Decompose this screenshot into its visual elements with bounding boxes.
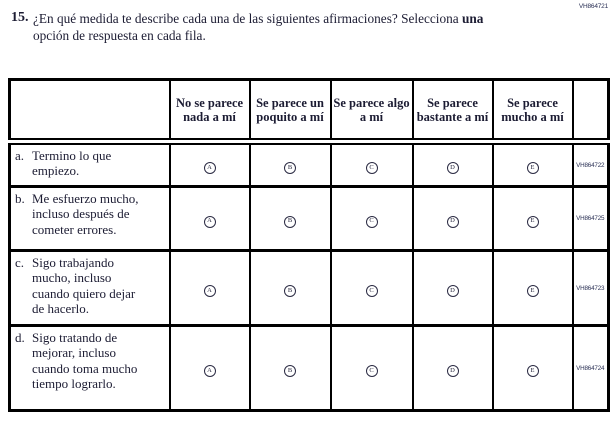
option-cell [493, 187, 573, 251]
row-label-header-cell [10, 80, 170, 142]
option-cell [170, 187, 250, 251]
option-cell [493, 326, 573, 411]
option-cell [331, 142, 413, 187]
option-cell [331, 251, 413, 326]
statement-text: Termino lo que empiezo. [32, 148, 112, 179]
option-cell [170, 326, 250, 411]
statement-text: Me esfuerzo mucho, incluso después de cometer errores. [32, 191, 139, 237]
row-c-option-E-bubble[interactable]: E [527, 285, 539, 297]
column-header-very-much: Se parece mucho a mí [493, 80, 573, 142]
row-b-option-C-bubble[interactable]: C [366, 216, 378, 228]
row-c-option-D-bubble[interactable]: D [447, 285, 459, 297]
question-text-line1: ¿En qué medida te describe cada una de las siguientes afirmaciones? Selecciona [33, 11, 459, 26]
code-column-header-cell [573, 80, 609, 142]
header-row [10, 80, 609, 142]
option-cell [250, 142, 331, 187]
row-c-option-B-bubble[interactable]: B [284, 285, 296, 297]
option-cell [413, 326, 493, 411]
form-code: VH864721 [578, 3, 608, 10]
table-row-d [10, 326, 609, 411]
table-row-c [10, 251, 609, 326]
column-header-not-at-all: No se parece nada a mí [170, 80, 250, 142]
option-cell [493, 251, 573, 326]
row-d-option-C-bubble[interactable]: C [366, 365, 378, 377]
row-letter: c. [15, 255, 25, 270]
row-d-option-E-bubble[interactable]: E [527, 365, 539, 377]
item-code: VH864724 [573, 326, 609, 411]
row-b-option-E-bubble[interactable]: E [527, 216, 539, 228]
row-b-option-D-bubble[interactable]: D [447, 216, 459, 228]
statement-cell-c [10, 251, 170, 326]
row-a-option-E-bubble[interactable]: E [527, 162, 539, 174]
item-code: VH864722 [573, 142, 609, 187]
row-b-option-B-bubble[interactable]: B [284, 216, 296, 228]
table-row-a [10, 142, 609, 187]
item-code: VH864723 [573, 251, 609, 326]
column-header-a-little: Se parece un poquito a mí [250, 80, 331, 142]
row-a-option-D-bubble[interactable]: D [447, 162, 459, 174]
option-cell [250, 326, 331, 411]
row-b-option-A-bubble[interactable]: A [204, 216, 216, 228]
statement-text: Sigo trabajando mucho, incluso cuando quiero dejar de hacerlo. [32, 255, 136, 316]
option-cell [493, 142, 573, 187]
question-block [11, 10, 553, 45]
row-letter: b. [15, 191, 25, 206]
option-cell [331, 187, 413, 251]
column-header-quite-a-bit: Se parece bastante a mí [413, 80, 493, 142]
response-grid [8, 78, 610, 412]
table-row-b [10, 187, 609, 251]
statement-cell-a [10, 142, 170, 187]
question-text-emphasis: una [462, 11, 484, 26]
option-cell [413, 251, 493, 326]
statement-cell-d [10, 326, 170, 411]
question-text-line2: opción de respuesta en cada fila. [33, 28, 206, 44]
row-d-option-B-bubble[interactable]: B [284, 365, 296, 377]
item-code: VH864725 [573, 187, 609, 251]
row-d-option-D-bubble[interactable]: D [447, 365, 459, 377]
option-cell [413, 142, 493, 187]
row-letter: d. [15, 330, 25, 345]
column-header-somewhat: Se parece algo a mí [331, 80, 413, 142]
option-cell [170, 251, 250, 326]
row-c-option-C-bubble[interactable]: C [366, 285, 378, 297]
option-cell [250, 251, 331, 326]
row-a-option-A-bubble[interactable]: A [204, 162, 216, 174]
statement-cell-b [10, 187, 170, 251]
row-a-option-B-bubble[interactable]: B [284, 162, 296, 174]
option-cell [331, 326, 413, 411]
row-d-option-A-bubble[interactable]: A [204, 365, 216, 377]
row-c-option-A-bubble[interactable]: A [204, 285, 216, 297]
option-cell [250, 187, 331, 251]
row-letter: a. [15, 148, 25, 163]
statement-text: Sigo tratando de mejorar, incluso cuando toma mucho tiempo lograrlo. [32, 330, 138, 391]
option-cell [413, 187, 493, 251]
option-cell [170, 142, 250, 187]
question-number: 15. [11, 10, 29, 25]
row-a-option-C-bubble[interactable]: C [366, 162, 378, 174]
question-text [33, 10, 553, 45]
